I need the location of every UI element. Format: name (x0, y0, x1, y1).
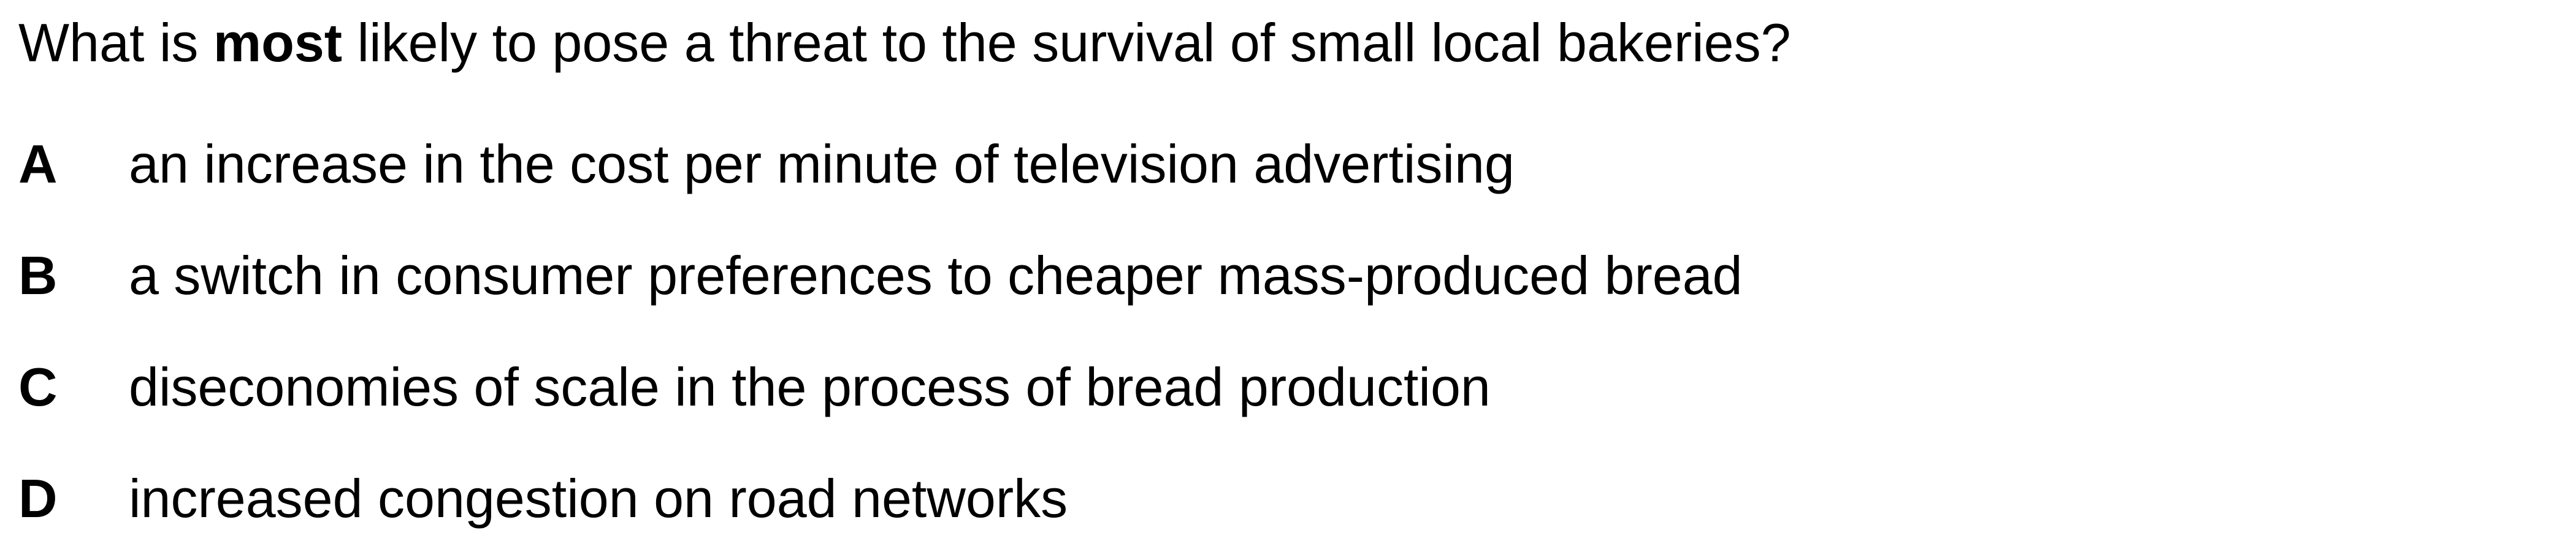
question-text-before: What is (18, 12, 213, 73)
option-letter: A (18, 134, 58, 194)
question-text-after: likely to pose a threat to the survival of small local bakeries? (342, 12, 1791, 73)
option-text: an increase in the cost per minute of television advertising (129, 134, 1515, 194)
option-letter: B (18, 245, 58, 306)
option-text: increased congestion on road networks (129, 468, 1068, 529)
option-text: diseconomies of scale in the process of bread production (129, 357, 1491, 417)
option-text: a switch in consumer preferences to cheaper mass-produced bread (129, 245, 1743, 306)
question-stem (18, 11, 1791, 75)
option-letter: C (18, 357, 58, 417)
question-emphasis: most (213, 12, 343, 73)
option-letter: D (18, 468, 58, 529)
